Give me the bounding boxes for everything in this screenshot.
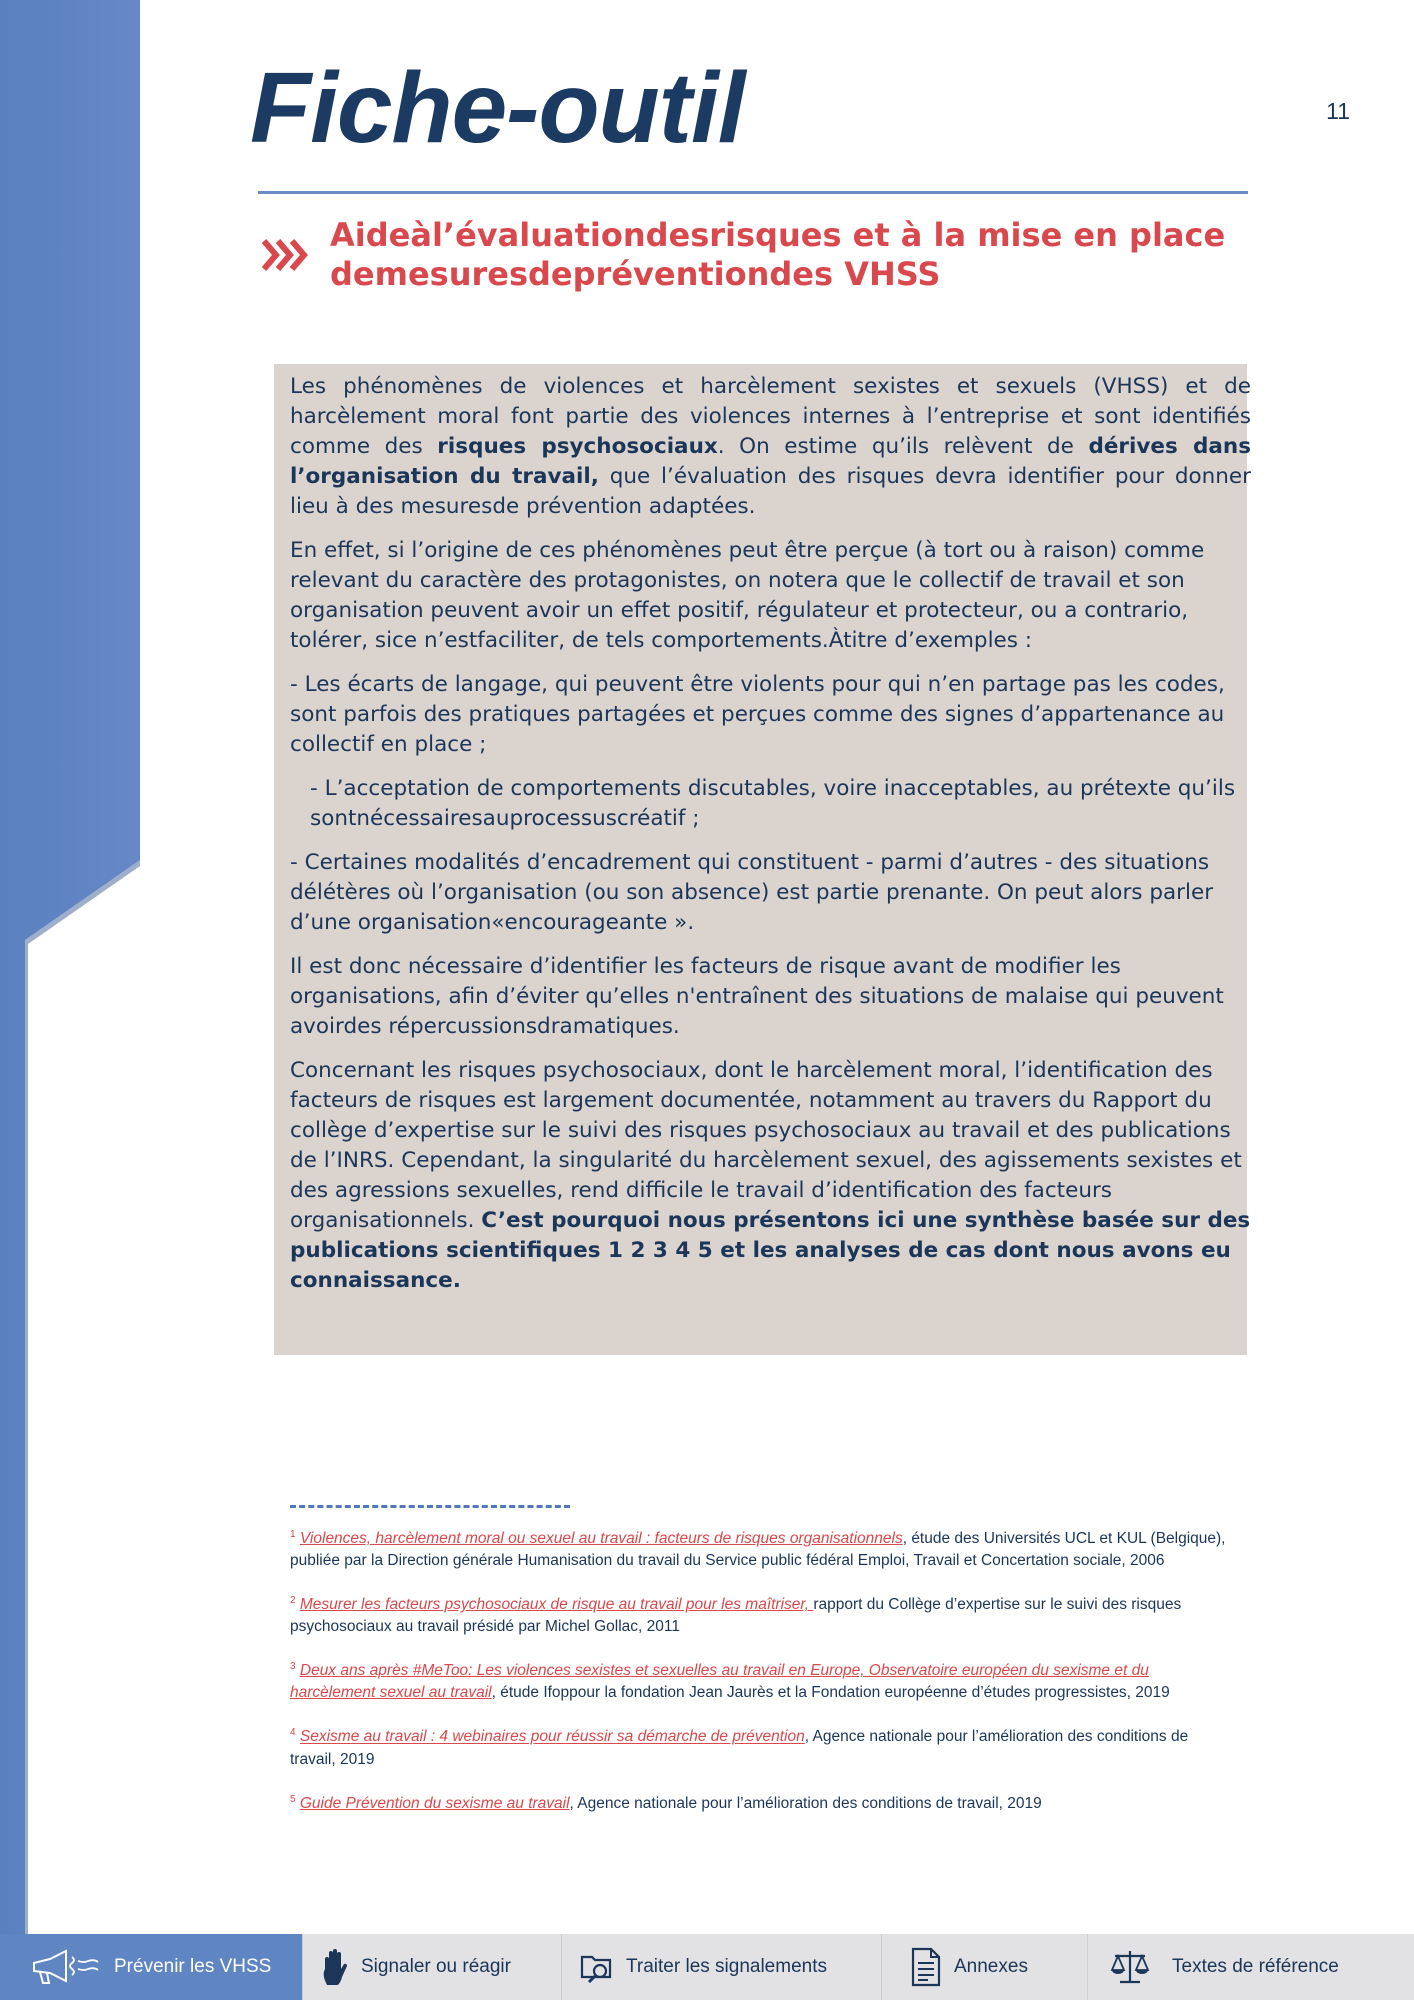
- document-icon: [910, 1947, 942, 1987]
- footnote: [290, 1656, 1230, 1704]
- hand-icon: [321, 1947, 349, 1987]
- nav-item-prevenir[interactable]: [0, 1934, 303, 2000]
- content-text: [290, 372, 1251, 1310]
- footnote: [290, 1722, 1230, 1770]
- footnote-link[interactable]: Sexisme au travail : 4 webinaires pour réussir sa démarche de prévention: [299, 1728, 805, 1746]
- nav-item-textes[interactable]: [1088, 1934, 1414, 2000]
- paragraph-necessity: Il est donc nécessaire d’identifier les facteurs de risque avant de modifier les organisations, afin d’éviter qu’elles n'entraînent des situations de malaise qui peuvent avoirdes répercussionsdramatiques.: [290, 954, 1224, 1039]
- nav-item-signaler[interactable]: [303, 1934, 562, 2000]
- text-run: Concernant les risques psychosociaux, dont le harcèlement moral, l’identification des facteurs de risques est largement documentée, notamment au travers du Rapport du collège d’expertise sur le suivi des risques psychosociaux au travail et des publications de l’INRS. Cependant, la singularité du harcèlement sexuel, des agissements sexistes et des agressions sexuelles, rend difficile le travail d’identification des facteurs organisationnels.: [290, 1058, 1242, 1233]
- nav-label: Signaler ou réagir: [361, 1956, 511, 1977]
- bold-run: C’est pourquoi nous présentons ici une synthèse basée sur des publications scientifiques 1 2 3 4 5 et les analyses de cas dont nous avons eu connaissance.: [290, 1208, 1251, 1293]
- page-title: Fiche-outil: [250, 52, 745, 164]
- text-run: . On estime qu’ils relèvent de: [717, 434, 1089, 459]
- footnote-link[interactable]: Mesurer les facteurs psychosociaux de risque au travail pour les maîtriser,: [299, 1596, 814, 1614]
- bold-run: dérives dans l’organisation du travail,: [290, 434, 1252, 489]
- footnote: [290, 1789, 1230, 1815]
- subtitle-line2: demesuresdepréventiondes VHSS: [330, 255, 941, 293]
- example-item: - L’acceptation de comportements discutables, voire inacceptables, au prétexte qu’ils sontnécessairesauprocessuscréatif ;: [310, 776, 1236, 831]
- bold-run: risques psychosociaux: [437, 434, 718, 459]
- megaphone-icon: [30, 1947, 102, 1987]
- footnote-number: 3: [290, 1661, 296, 1673]
- nav-label: Textes de référence: [1172, 1956, 1339, 1977]
- footnote-link[interactable]: Guide Prévention du sexisme au travail: [299, 1794, 570, 1812]
- footnote-text: , Agence nationale pour l’amélioration des conditions de travail, 2019: [569, 1794, 1042, 1812]
- double-chevron-icon: [262, 237, 312, 273]
- paragraph-intro: [290, 372, 1251, 522]
- subtitle-line1: Aideàl’évaluationdesrisques et à la mise en place: [330, 216, 1226, 254]
- title-divider: [258, 191, 1248, 194]
- footnote-divider: [290, 1505, 570, 1508]
- nav-label: Annexes: [954, 1956, 1028, 1977]
- footnote-text: , étude Ifoppour la fondation Jean Jaurès et la Fondation européenne d’études progressistes, 2019: [491, 1684, 1170, 1702]
- sidebar-decoration: [0, 0, 140, 1934]
- scales-icon: [1110, 1948, 1150, 1986]
- example-item: - Les écarts de langage, qui peuvent être violents pour qui n’en partage pas les codes, sont parfois des pratiques partagées et perçues comme des signes d’appartenance au collectif en place ;: [290, 672, 1225, 757]
- bottom-nav: [0, 1934, 1414, 2000]
- example-item: - Certaines modalités d’encadrement qui constituent - parmi d’autres - des situations délétères où l’organisation (ou son absence) est partie prenante. On peut alors parler d’une organisation«encourageante ».: [290, 850, 1214, 935]
- footnote-number: 5: [290, 1793, 296, 1805]
- nav-label: Traiter les signalements: [626, 1956, 827, 1977]
- footnote-text: , Agence nationale pour l’amélioration des conditions de travail, 2019: [290, 1728, 1189, 1768]
- page-number: 11: [1326, 98, 1350, 124]
- footnote-number: 2: [290, 1595, 296, 1607]
- folder-search-icon: [580, 1951, 614, 1983]
- text-run: Les phénomènes de violences et harcèlement sexistes et sexuels (VHSS) et de harcèlement moral font partie des violences internes à l’entreprise et sont identifiés comme des: [290, 374, 1251, 459]
- nav-label: Prévenir les VHSS: [114, 1956, 272, 1977]
- footnote-link[interactable]: Violences, harcèlement moral ou sexuel au travail : facteurs de risques organisationnels: [299, 1530, 903, 1548]
- nav-item-annexes[interactable]: [882, 1934, 1088, 2000]
- paragraph-context: En effet, si l’origine de ces phénomènes peut être perçue (à tort ou à raison) comme relevant du caractère des protagonistes, on notera que le collectif de travail et son organisation peuvent avoir un effet positif, régulateur et protecteur, ou a contrario, tolérer, sice n’estfaciliter, de tels comportements.Àtitre d’exemples :: [290, 538, 1205, 653]
- nav-item-traiter[interactable]: [562, 1934, 882, 2000]
- footnote: [290, 1524, 1230, 1572]
- footnote-number: 4: [290, 1727, 296, 1739]
- footnote-text: , étude des Universités UCL et KUL (Belgique), publiée par la Direction générale Humanisation du travail du Service public fédéral Emploi, Travail et Concertation sociale, 2006: [290, 1530, 1226, 1570]
- footnote-number: 1: [290, 1529, 296, 1540]
- footnote-link[interactable]: Deux ans après #MeToo: Les violences sexistes et sexuelles au travail en Europe, Observatoire européen du sexisme et du harcèlement sexuel au travail: [290, 1662, 1149, 1702]
- footnote-text: rapport du Collège d’expertise sur le suivi des risques psychosociaux au travail présidé par Michel Gollac, 2011: [290, 1596, 1182, 1636]
- text-run: que l’évaluation des risques devra identifier pour donner lieu à des mesuresde prévention adaptées.: [290, 464, 1252, 519]
- section-subtitle: [330, 216, 1230, 294]
- footnotes: [290, 1524, 1230, 1833]
- footnote: [290, 1590, 1230, 1638]
- paragraph-conclusion: [290, 1056, 1251, 1296]
